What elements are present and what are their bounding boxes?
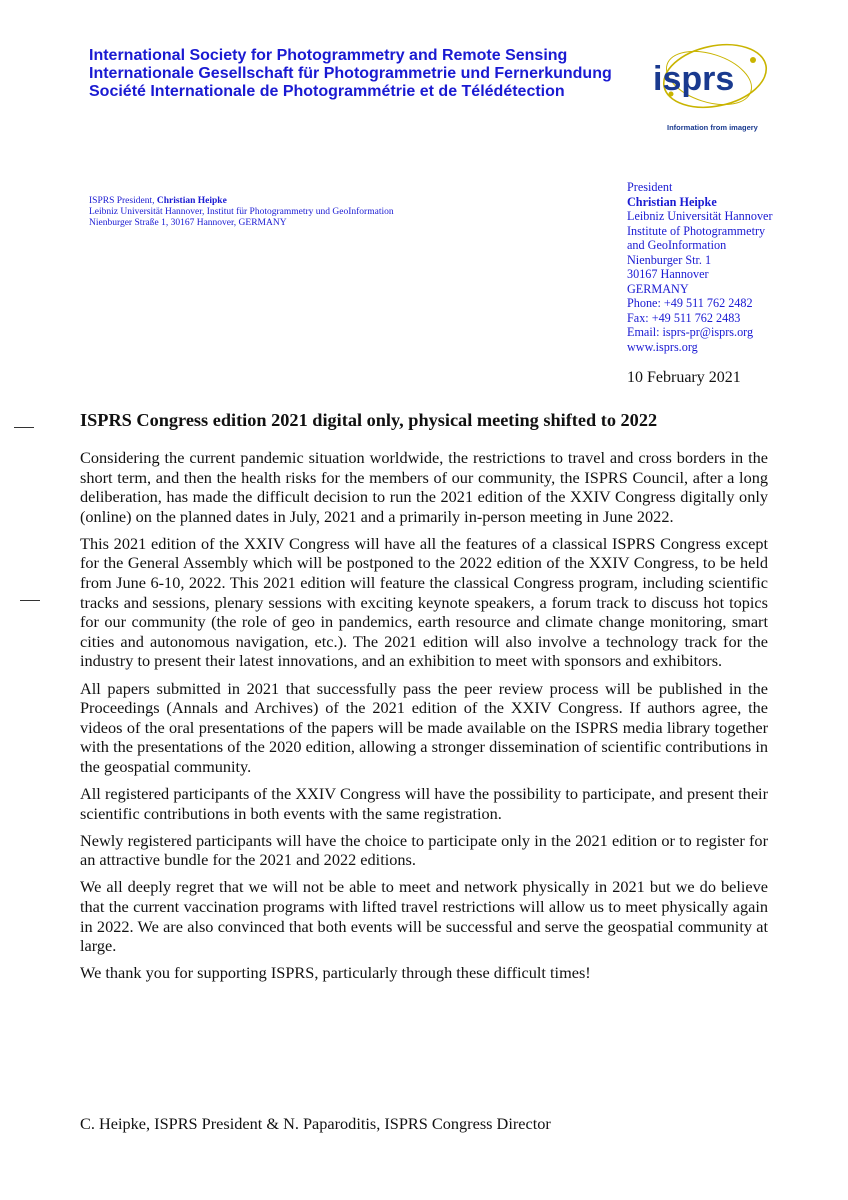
contact-role: President: [627, 180, 673, 194]
contact-line: Institute of Photogrammetry: [627, 223, 766, 238]
contact-fax: Fax: +49 511 762 2483: [627, 310, 741, 325]
contact-email[interactable]: Email: isprs-pr@isprs.org: [627, 325, 754, 339]
contact-website[interactable]: www.isprs.org: [627, 339, 698, 354]
org-name-german: Internationale Gesellschaft für Photogrammetrie und Fernerkundung: [89, 65, 612, 82]
body-paragraph: This 2021 edition of the XXIV Congress will have all the features of a classical ISPRS Congress except for the General Assembly which will be postponed to the 2022 edition of the XXIV Congress, to be held from June 6-10, 2022. This 2021 edition will feature the classical Congress program, including scientific tracks and sessions, plenary sessions with exciting keynote speakers, a forum track to discuss hot topics for our community (the role of geo in pandemics, earth resource and climate change monitoring, smart cities and autonomous navigation, etc.). The 2021 edition will also involve a technology track for the industry to present their latest innovations, and an exhibition to meet with sponsors and exhibitors.: [80, 533, 768, 671]
contact-line: GERMANY: [627, 281, 689, 296]
sender-address: [89, 196, 394, 229]
body-paragraph: We all deeply regret that we will not be able to meet and network physically in 2021 but we do believe that the current vaccination programs with lifted travel restrictions will allow us to meet physically again in 2022. We are also convinced that both events will be successful and serve the geospatial community at large.: [80, 877, 768, 956]
fold-mark-1: [14, 427, 34, 428]
organization-names: [89, 47, 612, 101]
contact-line: and GeoInformation: [627, 238, 727, 252]
body-paragraph: Newly registered participants will have the choice to participate only in the 2021 edition or to register for an attractive bundle for the 2021 and 2022 editions.: [80, 830, 768, 870]
letter-heading: ISPRS Congress edition 2021 digital only, physical meeting shifted to 2022: [80, 410, 658, 430]
sender-line-1: ISPRS President, Christian Heipke: [89, 196, 227, 206]
contact-line: Leibniz Universität Hannover: [627, 209, 773, 223]
contact-block: [627, 180, 773, 354]
contact-line: Nienburger Str. 1: [627, 252, 712, 267]
body-paragraph: Considering the current pandemic situation worldwide, the restrictions to travel and cross borders in the short term, and then the health risks for the members of our community, the ISPRS Council, after a long deliberation, has made the difficult decision to run the 2021 edition of the XXIV Congress digitally only (online) on the planned dates in July, 2021 and a primarily in-person meeting in June 2022.: [80, 448, 768, 526]
fold-mark-2: [20, 600, 40, 601]
sender-line-3: Nienburger Straße 1, 30167 Hannover, GERMANY: [89, 218, 287, 228]
body-paragraph: All registered participants of the XXIV Congress will have the possibility to participate, and present their scientific contributions in both events with the same registration.: [80, 784, 768, 823]
body-paragraph: We thank you for supporting ISPRS, particularly through these difficult times!: [80, 963, 591, 983]
body-paragraph: All papers submitted in 2021 that successfully pass the peer review process will be published in the Proceedings (Annals and Archives) of the 2021 edition of the XXIV Congress. If authors agree, the videos of the oral presentations of the papers will be made available on the ISPRS media library together with the presentations of the 2020 edition, allowing a stronger dissemination of scientific contributions in the geospatial community.: [80, 678, 768, 776]
isprs-logo: [645, 38, 770, 138]
contact-phone: Phone: +49 511 762 2482: [627, 296, 753, 310]
org-name-french: Société Internationale de Photogrammétrie et de Télédétection: [89, 83, 565, 100]
signature: C. Heipke, ISPRS President & N. Paparoditis, ISPRS Congress Director: [80, 1114, 551, 1133]
letter-body: [80, 448, 768, 990]
logo-wordmark: isprs: [653, 60, 735, 98]
isprs-logo-graphic: [645, 38, 770, 138]
contact-line: 30167 Hannover: [627, 267, 709, 281]
logo-tagline: Information from imagery: [667, 123, 758, 132]
letter-date: 10 February 2021: [627, 369, 741, 386]
sender-line-2: Leibniz Universität Hannover, Institut für Photogrammetry und GeoInformation: [89, 207, 394, 217]
contact-name: Christian Heipke: [627, 194, 717, 209]
org-name-english: International Society for Photogrammetry and Remote Sensing: [89, 47, 568, 64]
